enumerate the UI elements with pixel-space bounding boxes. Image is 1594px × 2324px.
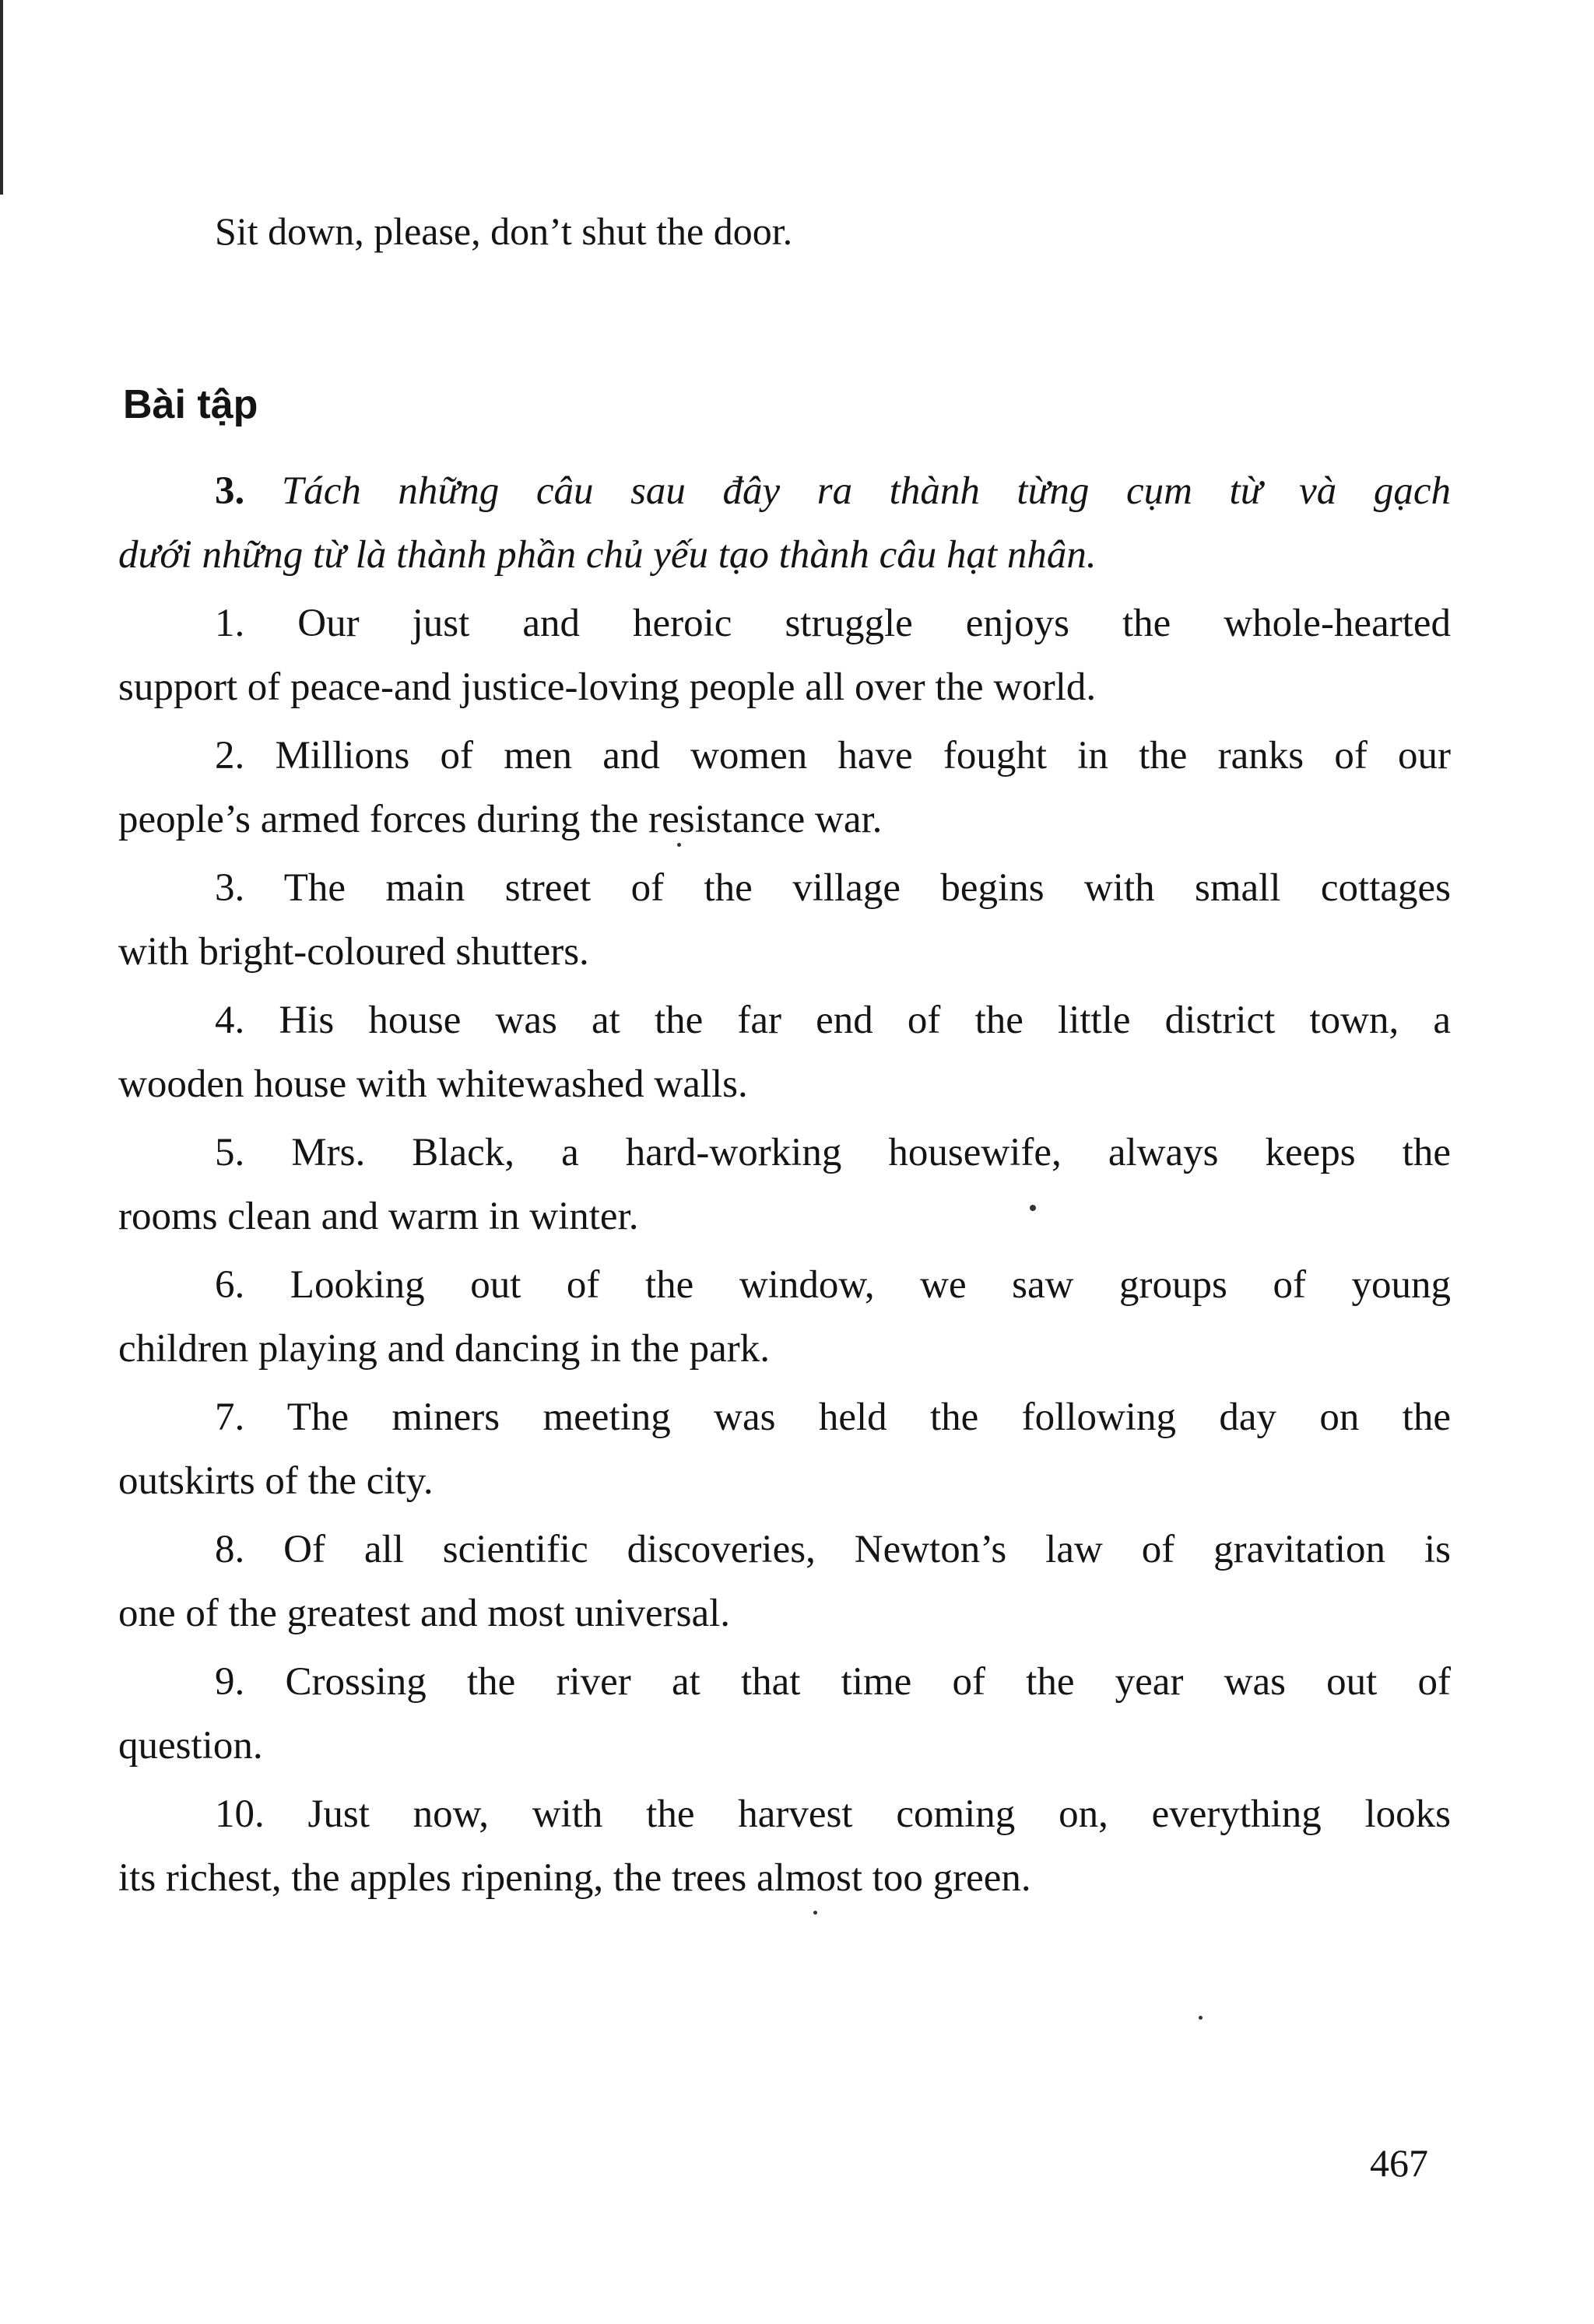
item-line-2: its richest, the apples ripening, the trees almost too green. [118,1856,1031,1900]
exercise-item-4 [118,988,1451,1116]
item-line-2: people’s armed forces during the resistance war. [118,798,883,841]
exercise-item-9 [118,1650,1451,1778]
item-line-2: support of peace-and justice-loving people all over the world. [118,665,1097,709]
ink-speck [813,1911,817,1915]
ink-speck [1199,2016,1203,2020]
item-line-1: 10. Just now, with the harvest coming on, everything looks [215,1792,1451,1836]
section-heading: Bài tập [123,382,258,427]
exercise-item-1 [118,592,1451,719]
exercise-item-8 [118,1518,1451,1645]
item-line-1: 9. Crossing the river at that time of the year was out of [215,1660,1451,1704]
item-line-1: 1. Our just and heroic struggle enjoys the whole-hearted [215,602,1451,645]
item-line-1: 5. Mrs. Black, a hard-working housewife, always keeps the [215,1131,1451,1174]
exercise-item-7 [118,1385,1451,1513]
item-line-1: 3. The main street of the village begins with small cottages [215,866,1451,910]
ink-speck [677,843,681,847]
item-line-2: question. [118,1724,263,1768]
exercise-item-5 [118,1121,1451,1248]
page-number: 467 [1370,2141,1428,2185]
item-line-2: wooden house with whitewashed walls. [118,1062,748,1106]
item-line-1: 6. Looking out of the window, we saw groups of young [215,1263,1451,1307]
item-line-2: with bright-coloured shutters. [118,930,589,974]
item-line-1: 2. Millions of men and women have fought in the ranks of our [215,734,1451,778]
exercise-item-2 [118,724,1451,851]
instruction-line-2: dưới những từ là thành phần chủ yếu tạo thành câu hạt nhân. [118,533,1097,577]
exercise-number: 3. [215,469,245,513]
item-line-2: outskirts of the city. [118,1459,434,1503]
item-line-2: rooms clean and warm in winter. [118,1195,639,1238]
item-line-2: one of the greatest and most universal. [118,1592,731,1635]
item-line-1: 4. His house was at the far end of the little district town, a [215,999,1451,1042]
binding-edge-line [0,0,3,195]
exercise-item-10 [118,1782,1451,1910]
intro-sentence: Sit down, please, don’t shut the door. [215,209,793,253]
exercise-item-6 [118,1253,1451,1381]
item-line-2: children playing and dancing in the park. [118,1327,770,1371]
instruction-line-1: Tách những câu sau đây ra thành từng cụm từ và gạch [281,469,1451,513]
exercise-instruction [118,459,1451,587]
item-line-1: 8. Of all scientific discoveries, Newton’s law of gravitation is [215,1528,1451,1571]
ink-speck [1030,1205,1036,1211]
item-line-1: 7. The miners meeting was held the following day on the [215,1395,1451,1439]
exercise-item-3 [118,856,1451,984]
